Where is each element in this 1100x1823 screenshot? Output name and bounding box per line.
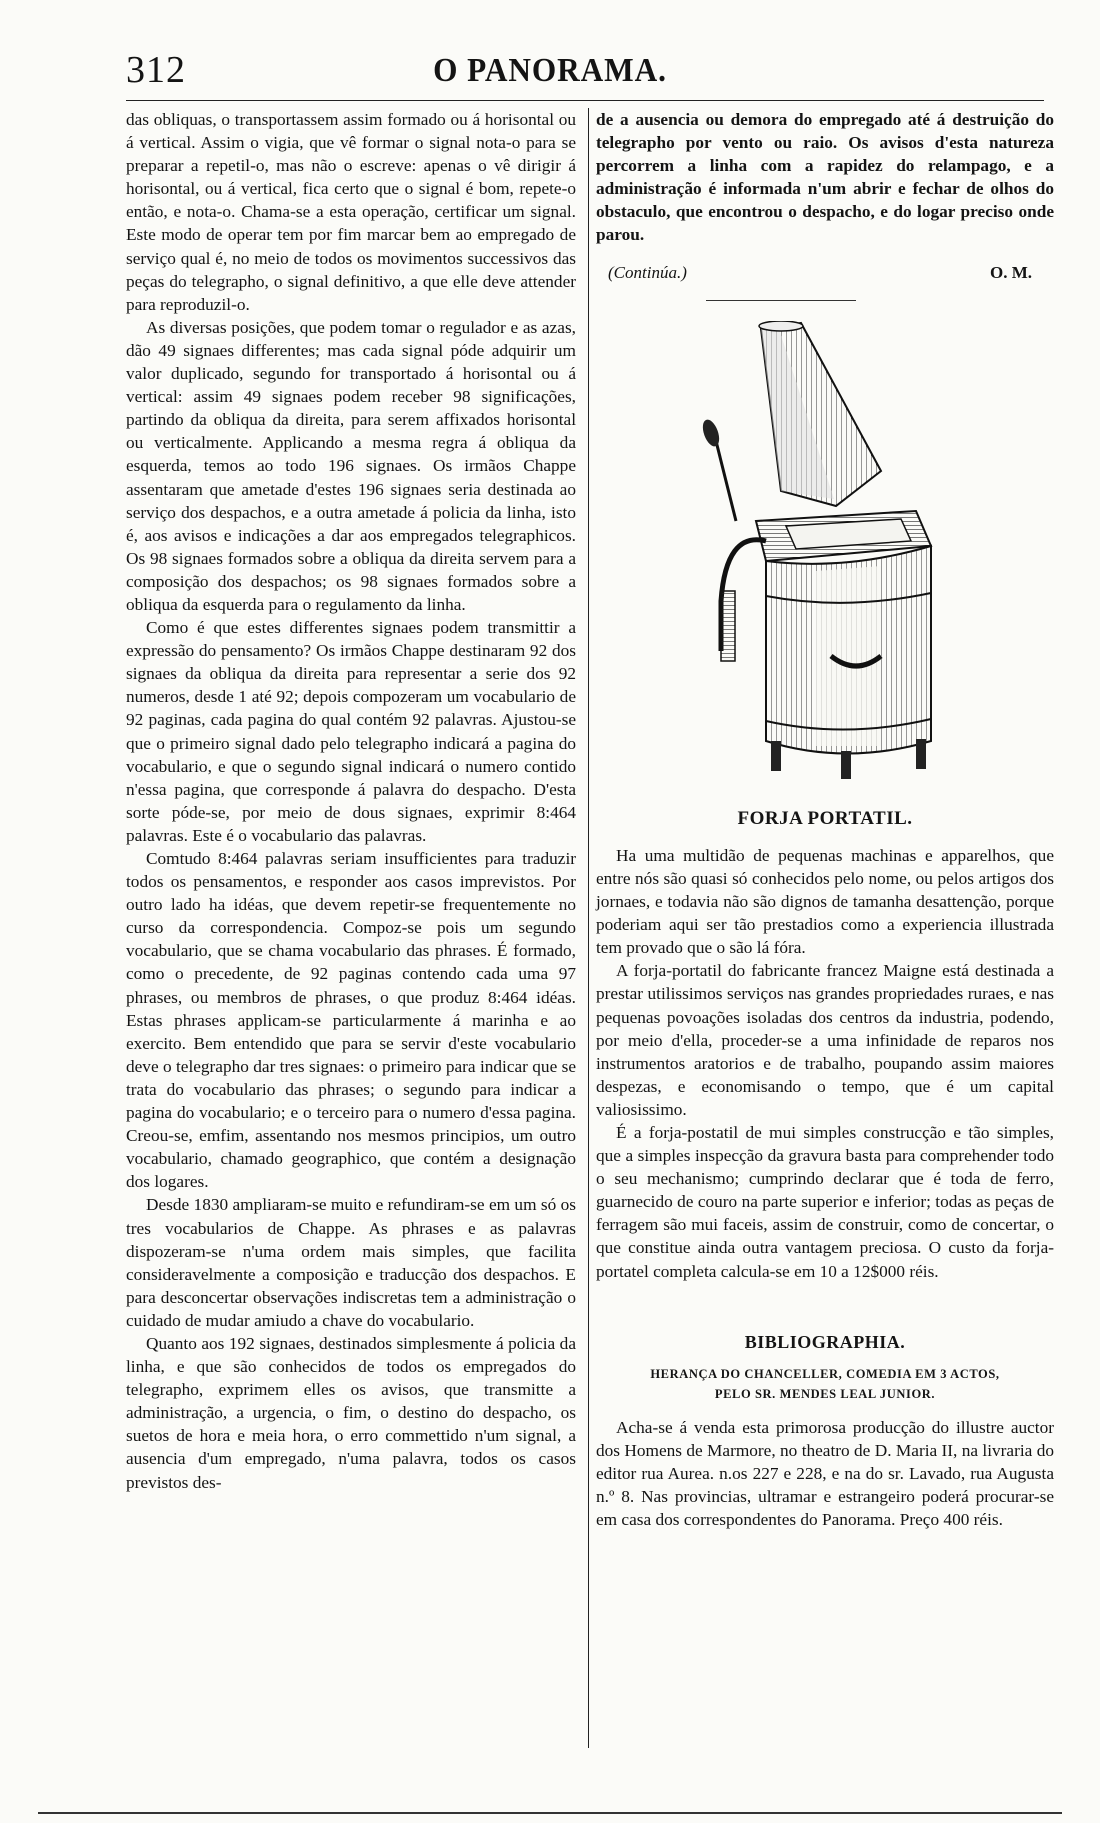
right-column bbox=[596, 108, 1054, 1531]
bibliographia-subtitle bbox=[596, 1364, 1054, 1404]
article-paragraph: Como é que estes differentes signaes podem transmittir a expressão do pensamento? Os irmãos Chappe destinaram 92 dos signaes da obliqua da direita para representar a serie dos 92 numeros, desde 1 até 92; depois compozeram um vocabulario de 92 paginas, cada pagina do qual contém 92 palavras. Ajustou-se que o primeiro signal dado pelo telegrapho indicará a pagina do vocabulario, e que o segundo signal indicará o numero contido n'essa pagina, que corresponde á palavra do despacho. D'esta sorte póde-se, por meio de dous signaes, exprimir 8:464 palavras. Este é o vocabulario das palavras. bbox=[126, 618, 576, 845]
forja-paragraph: É a forja-postatil de mui simples construcção e tão simples, que a simples inspecção da gravura basta para comprehender todo o seu mechanismo; cumprindo declarar que é toda de ferro, guarnecido de couro na parte superior e inferior; todas as peças de ferragem são mui faceis, assim de construir, como de concertar, o que constitue ainda outra vantagem preciosa. O custo da forja-portatel completa calcula-se em 10 a 12$000 réis. bbox=[596, 1122, 1054, 1281]
article-paragraph: Desde 1830 ampliaram-se muito e refundiram-se em um só os tres vocabularios de Chappe. As phrases e as palavras dispozeram-se n'uma ordem mais simples, que facilita consideravelmente a composição e traducção dos despachos. E para desconcertar observações indiscretas tem a administração o cuidado de mudar amiudo a chave do vocabulario. bbox=[126, 1195, 576, 1330]
forja-paragraph: Ha uma multidão de pequenas machinas e apparelhos, que entre nós são quasi só conhecidos pelo nome, ou pelos artigos dos jornaes, e todavia não são dignos de tamanha desattenção, porque poderiam aqui ser tão prestadios como a experiencia illustrada tem provado que o são lá fóra. bbox=[596, 845, 1054, 958]
running-head-title: O PANORAMA. bbox=[433, 52, 667, 89]
continua-note: (Continúa.) bbox=[608, 262, 687, 282]
author-signature: O. M. bbox=[989, 262, 1032, 282]
article-continuation: de a ausencia ou demora do empregado até á destruição do telegrapho por vento ou raio. Os avisos d'esta natureza percorrem a linha com a rapidez do relampago, e a administração é informada n'um abrir e fechar de olhos do obstaculo, que encontrou o despacho, e do logar preciso onde parou. bbox=[596, 110, 1054, 245]
article-paragraph: Quanto aos 192 signaes, destinados simplesmente á policia da linha, e que são conhecidos de todos os empregados do telegrapho, exprimem elles os avisos, que transmitte a administração, a urgencia, o fim, o destino do despacho, os suetos de hora e meia hora, o erro commettido n'um signal, a ausencia d'um empregado, n'uma palavra, todos os casos previstos des- bbox=[126, 1333, 576, 1492]
bibliographia-subtitle-line-2: PELO SR. MENDES LEAL JUNIOR. bbox=[714, 1386, 936, 1401]
header-rule bbox=[126, 100, 1044, 101]
page-number: 312 bbox=[126, 49, 186, 91]
left-column bbox=[126, 108, 576, 1494]
article-paragraph: Comtudo 8:464 palavras seriam insufficientes para traduzir todos os pensamentos, e responder aos casos imprevistos. Por outro lado ha idéas, que devem repetir-se frequentemente no curso da correspondencia. Compoz-se pois um segundo vocabulario, que se chama vocabulario das phrases. É formado, como o precedente, de 92 paginas contendo cada uma 97 phrases, ou membros de phrases, o que produz 8:464 idéas. Estas phrases applicam-se particularmente á marinha e ao exercito. Bem entendido que para se servir d'este vocabulario deve o telegrapho dar tres signaes: o primeiro para indicar que se trata do vocabulario das phrases; o segundo para indicar a pagina do vocabulario; e o terceiro para o numero d'essa pagina. Creou-se, emfim, assentando nos mesmos principios, um outro vocabulario, chamado geographico, que contém a designação dos logares. bbox=[126, 849, 576, 1192]
column-divider bbox=[588, 108, 589, 1748]
footer-rule bbox=[38, 1812, 1062, 1814]
bibliographia-title: BIBLIOGRAPHIA. bbox=[744, 1331, 906, 1352]
article-paragraph: As diversas posições, que podem tomar o regulador e as azas, dão 49 signaes differentes; mas cada signal póde adquirir um valor duplicado, segundo for transportado á horisontal ou á vertical: assim 49 signaes podem receber 98 significações, partindo da obliqua da direita, para serem affixados horisontal ou verticalmente. Applicando a mesma regra á obliqua da esquerda, temos ao todo 196 signaes. Os irmãos Chappe assentaram que ametade d'estes 196 signaes seria destinada ao serviço dos despachos, e a outra ametade á policia da linha, isto é, aos avisos e indicações a dar aos empregados telegraphicos. Os 98 signaes formados sobre a obliqua da direita servem para a composição dos despachos; os 98 signaes formados sobre a obliqua da esquerda para o regulamento da linha. bbox=[126, 317, 576, 614]
section-rule bbox=[706, 300, 856, 301]
forja-paragraph: A forja-portatil do fabricante francez Maigne está destinada a prestar utilissimos serviços nas grandes propriedades ruraes, e nas pequenas povoações isoladas dos centros da industria, podendo, por meio d'ella, proceder-se a uma infinidade de reparos nos instrumentos aratorios e de trabalho, poupando assim maiores despezas, e economisando o tempo, que é um capital valiosissimo. bbox=[596, 961, 1054, 1119]
continua-line bbox=[596, 261, 1054, 284]
forja-title: FORJA PORTATIL. bbox=[737, 807, 913, 829]
bibliographia-paragraph: Acha-se á venda esta primorosa producção do illustre auctor dos Homens de Marmore, no theatro de D. Maria II, na livraria do editor rua Aurea. n.os 227 e 228, e na do sr. Lavado, rua Augusta n.º 8. Nas provincias, ultramar e estrangeiro poderá procurar-se em casa dos correspondentes do Panorama. Preço 400 réis. bbox=[596, 1417, 1054, 1530]
article-paragraph: das obliquas, o transportassem assim formado ou á horisontal ou á vertical. Assim o vigia, que vê formar o signal nota-o para se preparar a repetil-o, mas não o escreve: apenas o vê dirigir á horisontal, ou á vertical, fica certo que o signal é bom, repete-o então, e nota-o. Chama-se a esta operação, certificar um signal. Este modo de operar tem por fim marcar bem ao empregado de serviço qual é, no meio de todos os movimentos successivos das peças do telegrapho, o signal definitivo, a que elle deve attender para reproduzil-o. bbox=[126, 110, 576, 314]
portable-forge-engraving bbox=[666, 321, 966, 791]
bibliographia-subtitle-line-1: HERANÇA DO CHANCELLER, COMEDIA EM 3 ACTOS, bbox=[650, 1366, 1000, 1381]
